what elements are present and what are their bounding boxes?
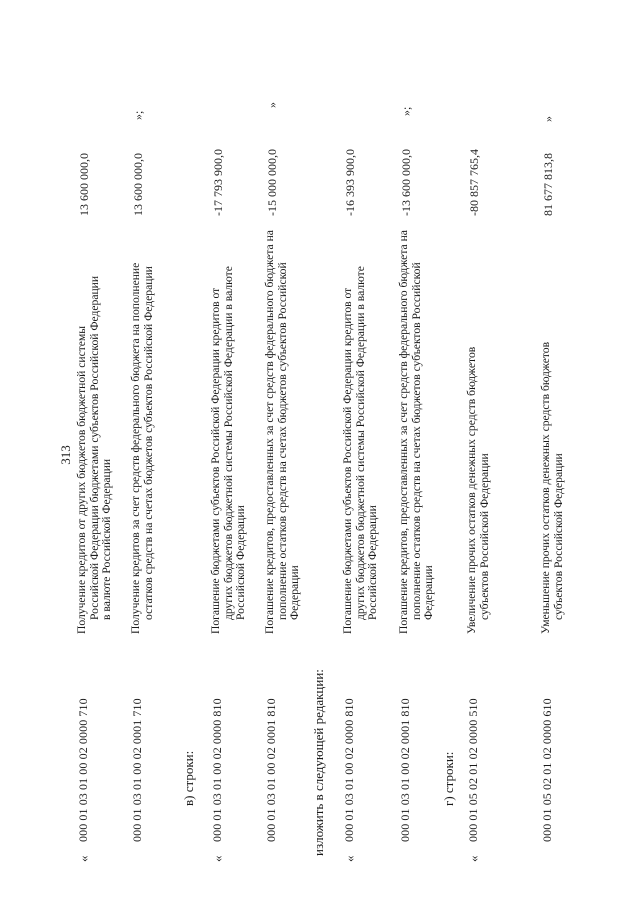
- closing-quote: »: [265, 102, 279, 108]
- row-description: [398, 229, 436, 634]
- budget-code: 000 01 03 01 00 02 0001 810: [398, 698, 412, 842]
- closing-quote: »;: [399, 106, 413, 116]
- description-line: Российской Федерации бюджетами субъектов Российской Федерации: [87, 275, 101, 620]
- row-amount: 13 600 000,0: [77, 153, 91, 216]
- description-line: Получение кредитов от других бюджетов бюджетной системы: [75, 325, 88, 634]
- budget-code: 000 01 05 02 01 02 0000 610: [540, 698, 554, 842]
- description-line: других бюджетов бюджетной системы Российской Федерации в валюте: [221, 266, 235, 620]
- replace-heading: изложить в следующей редакции:: [311, 669, 326, 856]
- document-body: [76, 26, 500, 866]
- row-amount: -13 600 000,0: [399, 149, 413, 216]
- section-heading-v: в) строки:: [181, 750, 196, 806]
- row-amount: -15 000 000,0: [265, 149, 279, 216]
- opening-quote: «: [342, 855, 357, 862]
- closing-quote: »;: [131, 110, 145, 120]
- opening-quote: «: [210, 855, 225, 862]
- description-line: в валюте Российской Федерации: [100, 458, 114, 620]
- budget-code: 000 01 03 01 00 02 0001 710: [130, 698, 144, 842]
- section-heading-g: г) строки:: [441, 751, 456, 806]
- description-line: других бюджетов бюджетной системы Российской Федерации в валюте: [353, 266, 367, 620]
- budget-code: 000 01 03 01 00 02 0000 810: [210, 698, 224, 842]
- row-description: [540, 229, 565, 634]
- row-description: [130, 229, 155, 634]
- budget-code: 000 01 05 02 01 02 0000 510: [466, 698, 480, 842]
- budget-code: 000 01 03 01 00 02 0001 810: [264, 698, 278, 842]
- description-line: Увеличение прочих остатков денежных средств бюджетов: [465, 346, 478, 634]
- row-amount: 81 677 813,8: [541, 153, 555, 216]
- page-number: 313: [58, 445, 73, 465]
- row-amount: -80 857 765,4: [467, 149, 481, 216]
- row-description: [210, 229, 248, 634]
- description-line: Получение кредитов за счет средств федерального бюджета на пополнение: [129, 262, 142, 634]
- description-line: остатков средств на счетах бюджетов субъектов Российской Федерации: [141, 266, 155, 620]
- row-amount: -16 393 900,0: [343, 149, 357, 216]
- description-line: Погашение бюджетами субъектов Российской Федерации кредитов от: [209, 287, 222, 634]
- row-description: [264, 229, 302, 634]
- description-line: субъектов Российской Федерации: [551, 453, 565, 620]
- description-line: Российской Федерации: [234, 505, 248, 620]
- budget-code: 000 01 03 01 00 02 0000 810: [342, 698, 356, 842]
- row-description: [342, 229, 380, 634]
- opening-quote: «: [76, 855, 91, 862]
- description-line: субъектов Российской Федерации: [477, 453, 491, 620]
- description-line: Погашение бюджетами субъектов Российской Федерации кредитов от: [341, 287, 354, 634]
- opening-quote: «: [466, 855, 481, 862]
- row-amount: -17 793 900,0: [211, 149, 225, 216]
- description-line: Погашение кредитов, предоставленных за счет средств федерального бюджета на: [397, 230, 410, 634]
- description-line: Российской Федерации: [366, 505, 380, 620]
- row-amount: 13 600 000,0: [131, 153, 145, 216]
- budget-code: 000 01 03 01 00 02 0000 710: [76, 698, 90, 842]
- description-line: пополнение остатков средств на счетах бюджетов субъектов Российской Федерации: [409, 262, 436, 620]
- row-description: [466, 229, 491, 634]
- closing-quote: »: [541, 116, 555, 122]
- description-line: пополнение остатков средств на счетах бюджетов субъектов Российской Федерации: [275, 262, 302, 620]
- row-description: [76, 229, 114, 634]
- description-line: Погашение кредитов, предоставленных за счет средств федерального бюджета на: [263, 230, 276, 634]
- description-line: Уменьшение прочих остатков денежных средств бюджетов: [539, 341, 552, 634]
